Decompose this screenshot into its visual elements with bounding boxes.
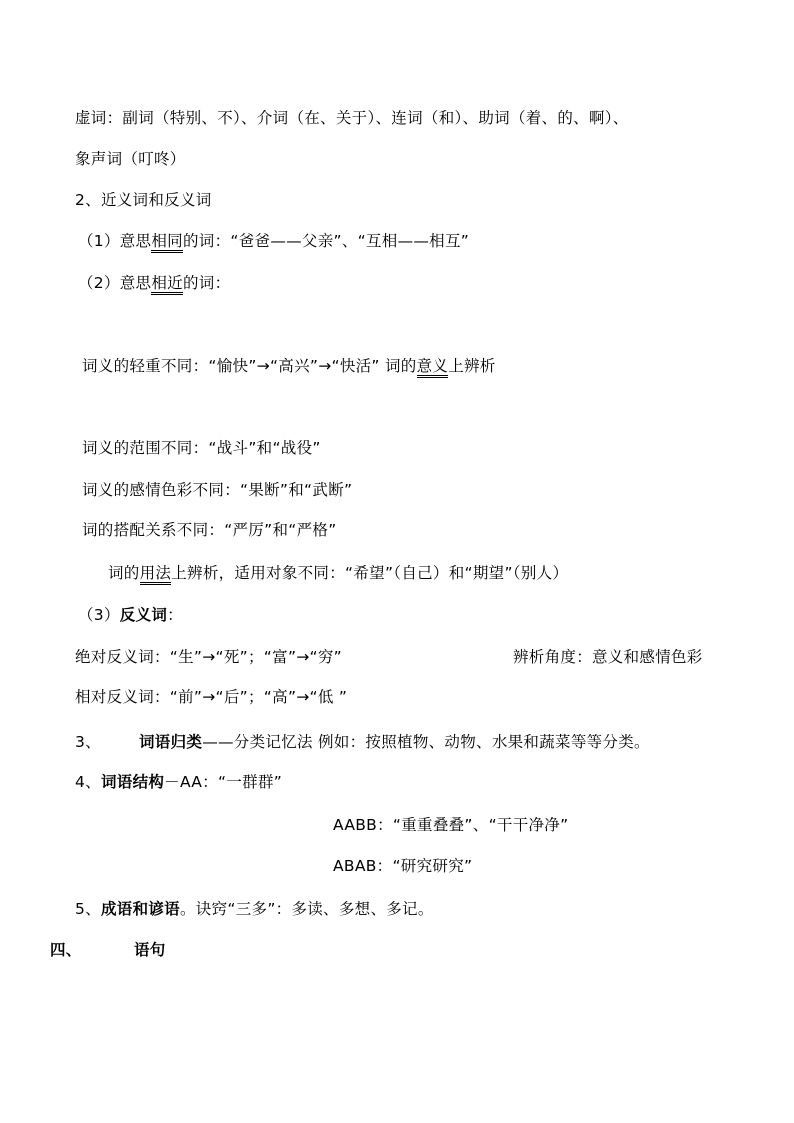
idioms-number: 5、 <box>75 900 101 918</box>
similar-meaning-underlined: 相近 <box>151 274 183 295</box>
weight-difference-prefix: 词义的轻重不同：“愉快”→“高兴”→“快活” 词的 <box>82 357 417 375</box>
same-meaning-suffix: 的词：“爸爸——父亲”、“互相——相互” <box>182 232 470 250</box>
word-classification-line <box>75 732 650 752</box>
idioms-title: 成语和谚语 <box>100 900 180 918</box>
analysis-angle-text: 辨析角度：意义和感情色彩 <box>513 648 703 666</box>
word-classification-text: ——分类记忆法 例如：按照植物、动物、水果和蔬菜等等分类。 <box>202 733 650 751</box>
usage-underlined: 用法 <box>140 564 172 585</box>
weight-difference-line <box>82 356 496 376</box>
same-meaning-underlined: 相同 <box>151 232 183 253</box>
word-classification-number: 3、 <box>75 733 101 751</box>
function-words-line: 虚词：副词（特别、不）、介词（在、关于）、连词（和）、助词（着、的、啊）、 <box>75 109 629 127</box>
onomatopoeia-line: 象声词（叮咚） <box>75 150 186 168</box>
usage-prefix: 词的 <box>108 564 140 582</box>
similar-meaning-line <box>78 273 230 293</box>
weight-difference-suffix: 上辨析 <box>448 357 496 375</box>
section-four-number: 四、 <box>50 941 82 959</box>
synonyms-antonyms-heading: 2、近义词和反义词 <box>75 191 212 209</box>
idioms-text: 。诀窍“三多”：多读、多想、多记。 <box>179 900 434 918</box>
word-structure-line <box>75 772 282 792</box>
antonyms-number: （3） <box>78 606 120 624</box>
idioms-proverbs-line <box>75 899 434 919</box>
relative-antonyms-line: 相对反义词：“前”→“后”；“高”→“低 ” <box>75 688 348 706</box>
same-meaning-prefix: （1）意思 <box>78 232 152 250</box>
aabb-line: AABB：“重重叠叠”、“干干净净” <box>333 816 569 834</box>
similar-meaning-suffix: 的词： <box>182 274 231 292</box>
section-four-title: 语句 <box>134 941 166 959</box>
usage-line <box>108 563 568 583</box>
meaning-underlined: 意义 <box>417 357 449 378</box>
antonyms-colon: ： <box>167 606 183 624</box>
emotion-difference-line: 词义的感情色彩不同：“果断”和“武断” <box>82 481 353 499</box>
word-structure-aa: －AA：“一群群” <box>164 773 283 791</box>
word-classification-title: 词语归类 <box>139 733 203 751</box>
usage-suffix: 上辨析，适用对象不同：“希望”（自己）和“期望”（别人） <box>171 564 569 582</box>
scope-difference-line: 词义的范围不同：“战斗”和“战役” <box>82 439 321 457</box>
word-structure-title: 词语结构 <box>100 773 165 791</box>
word-structure-number: 4、 <box>75 773 101 791</box>
section-four-heading <box>50 940 166 960</box>
antonyms-title: 反义词 <box>119 606 168 624</box>
collocation-difference-line: 词的搭配关系不同：“严厉”和“严格” <box>82 521 337 539</box>
abab-line: ABAB：“研究研究” <box>333 857 473 875</box>
similar-meaning-prefix: （2）意思 <box>78 274 152 292</box>
same-meaning-line <box>78 231 469 251</box>
absolute-antonyms-line: 绝对反义词：“生”→“死”；“富”→“穷” <box>75 648 343 666</box>
antonyms-subheading <box>78 605 183 625</box>
